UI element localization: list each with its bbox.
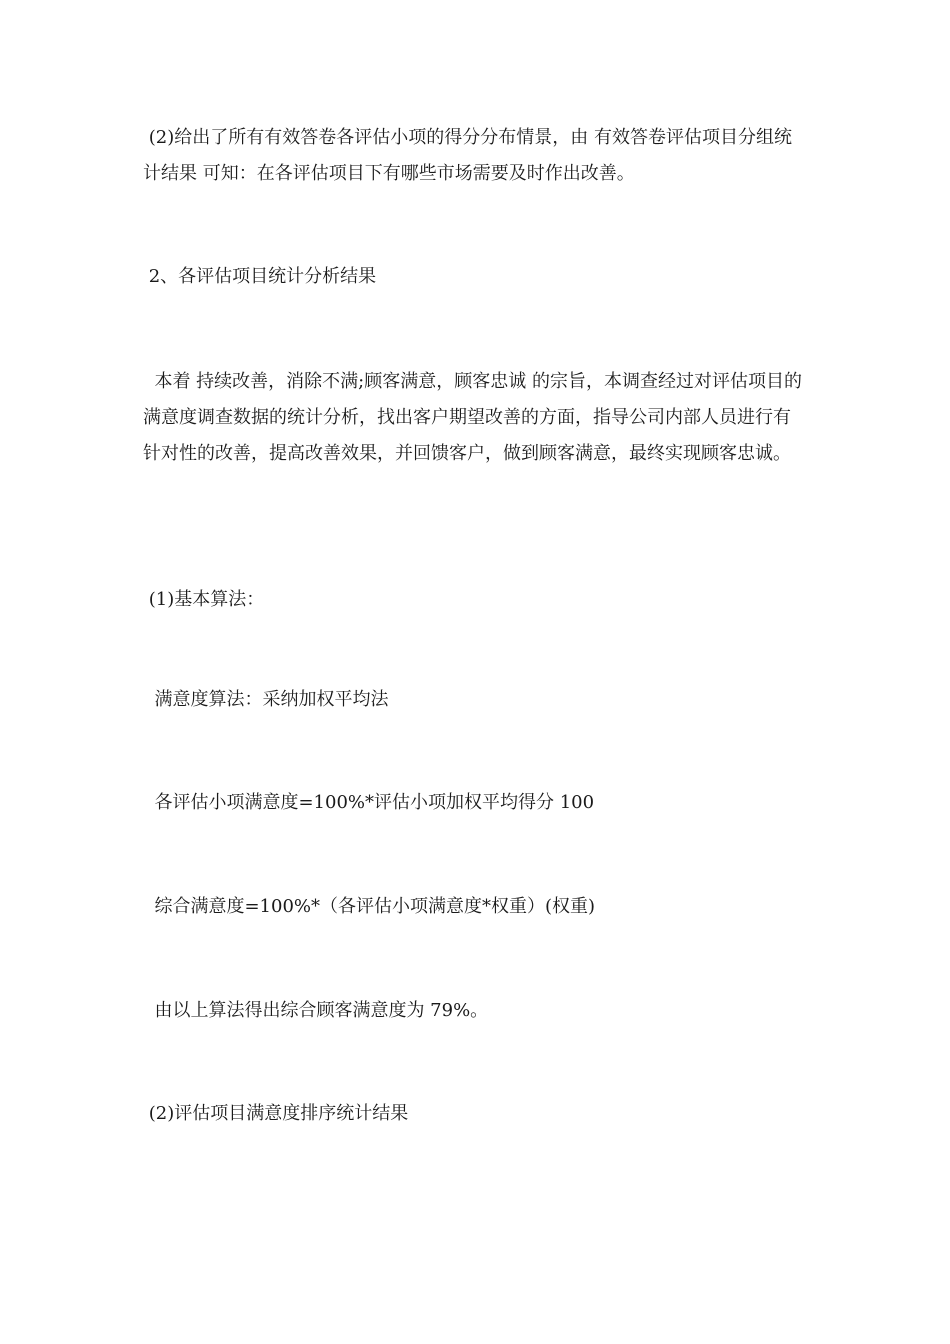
subheading-ranking-results: (2)评估项目满意度排序统计结果 xyxy=(143,1103,409,1124)
section-heading-statistics: 2、各评估项目统计分析结果 xyxy=(143,266,377,287)
paragraph-overall-result: 由以上算法得出综合顾客满意度为 79%。 xyxy=(143,1000,489,1021)
formula-overall-satisfaction: 综合满意度=100%*（各评估小项满意度*权重）(权重) xyxy=(143,896,596,917)
paragraph-score-distribution: (2)给出了所有有效答卷各评估小项的得分分布情景，由 有效答卷评估项目分组统计结果 可知：在各评估项目下有哪些市场需要及时作出改善。 xyxy=(143,127,792,184)
formula-item-satisfaction: 各评估小项满意度=100%*评估小项加权平均得分 100 xyxy=(143,792,595,813)
subheading-basic-algorithm: (1)基本算法： xyxy=(143,589,265,610)
paragraph-satisfaction-algorithm: 满意度算法：采纳加权平均法 xyxy=(143,689,389,710)
paragraph-purpose: 本着 持续改善，消除不满;顾客满意，顾客忠诚 的宗旨，本调查经过对评估项目的满意度调查数据的统计分析，找出客户期望改善的方面，指导公司内部人员进行有针对性的改善，提高改善效果，并回馈客户，做到顾客满意，最终实现顾客忠诚。 xyxy=(143,371,802,464)
